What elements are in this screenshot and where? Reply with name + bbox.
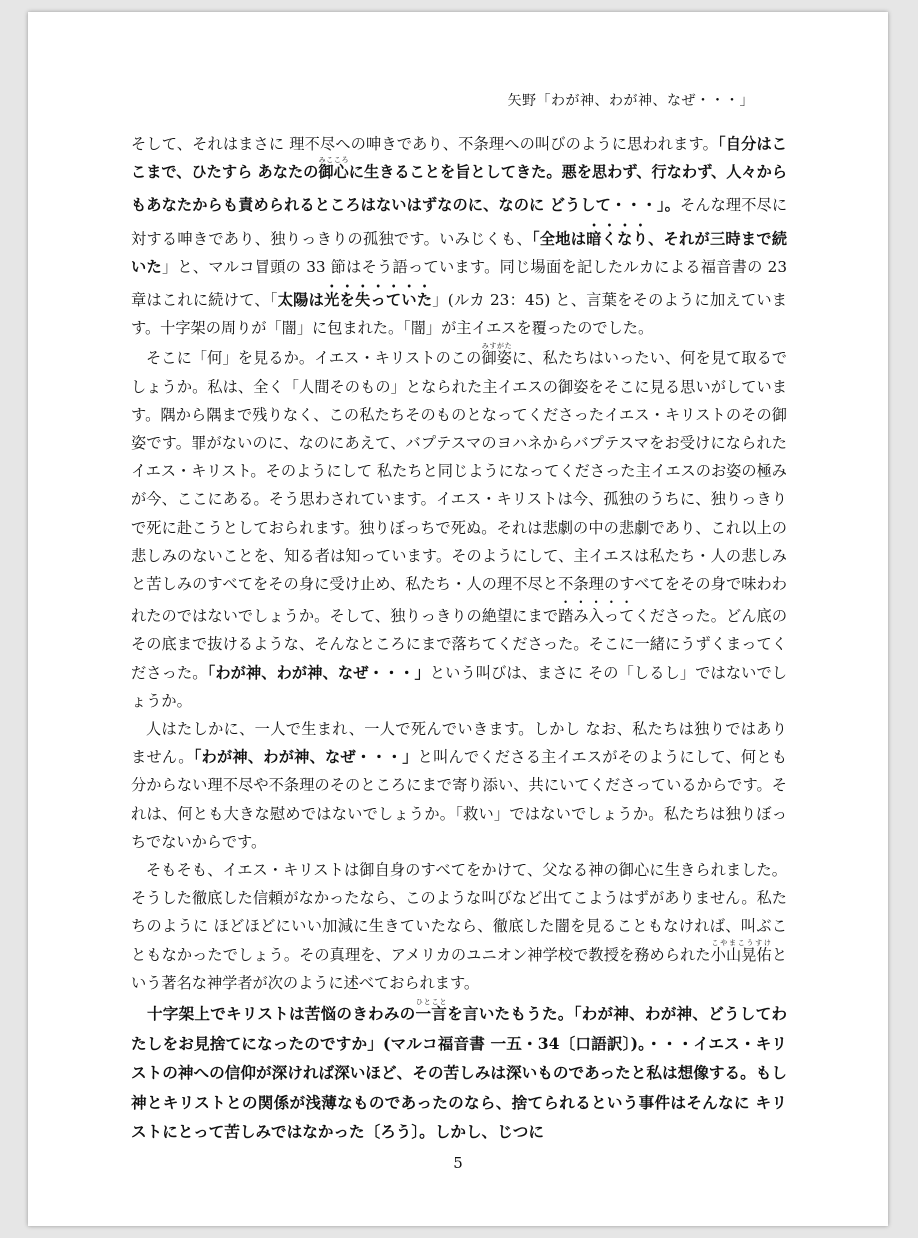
p1-quote-2-emphasis: 暗くなり: [586, 229, 649, 248]
p2-part-c: くださった。どん底のその底まで抜けるような、そんなところにまで落ちてくださった。そこに一緒にうずくまってくださった。: [131, 607, 788, 682]
p1-quote-3-emphasis: 光を失っていた: [324, 291, 433, 310]
p1-sentence-1: そして、それはまさに 理不尽への呻きであり、不条理への叫びのように思われます。: [131, 135, 718, 153]
running-header: 矢野「わが神、わが神、なぜ・・・」: [507, 93, 754, 109]
quote-part-a: 十字架上でキリストは苦悩のきわみの: [147, 1004, 416, 1023]
p1-quote-3: [278, 291, 433, 309]
p1-sentence-3: 」と、マルコ冒頭の 33 節はそう語っています。同じ場面を記したルカによる福音書の 23 章はこれに続けて、「: [131, 257, 787, 310]
p1-quote-1-part-a: 「自分はここまで、ひたすら あなたの: [131, 135, 787, 182]
sermon-body: [131, 130, 787, 997]
ruby-reading: ひとこと: [415, 998, 447, 1006]
ruby-reading: みすがた: [481, 342, 512, 351]
paragraph-2: [131, 342, 787, 715]
p1-quote-2-part-a: 「全地は: [531, 229, 587, 248]
p4-part-a: そもそも、イエス・キリストは御自身のすべてをかけて、父なる神の御心に生きられました。そうした徹底した信頼がなかったなら、このような叫びなど出てこようはずがありません。私たちのように ほどほどにいい加減に生きていたなら、徹底した闇を見ることもなければ、叫ぶこともなかったでしょう。その真理を、アメリカのユニオン神学校で教授を務められた: [131, 861, 787, 964]
p1-quote-2-part-b: 、それが三時まで続いた: [131, 229, 788, 276]
p1-quote-1-part-b: に生きることを旨としてきた。悪を思わず、行なわず、人々からもあなたからも責められるところはないはずなのに、なのに どうして: [131, 163, 788, 215]
page-number: 5: [453, 1154, 463, 1172]
p1-sentence-2: そんな理不尽に対する呻きであり、独りっきりの孤独です。いみじくも、: [131, 196, 788, 248]
p1-quote-1-dots: ・・・: [611, 196, 657, 215]
ruby-misugata: [481, 342, 513, 368]
p2-part-d: という叫びは、まさに その「しるし」ではないでしょうか。: [131, 663, 788, 710]
document-page: [28, 12, 888, 1226]
paragraph-3: [131, 715, 787, 856]
ruby-koyama-kosuke: [710, 938, 772, 964]
ruby-base: 御姿: [481, 349, 513, 368]
ruby-mikokoro: [318, 156, 349, 182]
ruby-reading: みこころ: [318, 156, 349, 165]
p3-part-b: と叫んでくださる主イエスがそのようにして、何とも分からない理不尽や不条理のそのところにまで寄り添い、共にいてくださっているからです。それは、何とも大きな慰めではないでしょうか。「救い」ではないでしょうか。私たちは独りぼっちでないからです。: [131, 748, 787, 851]
p3-part-a: 人はたしかに、一人で生まれ、一人で死んでいきます。しかし なお、私たちは独りではありません。: [131, 720, 787, 767]
p2-emphasis: 踏み入って: [558, 607, 635, 626]
ruby-base: 御心: [318, 163, 349, 182]
quote-part-b: を言いたもうた。「わが神、わが神、どうしてわたしをお見捨てになったのですか」(マルコ福音書 一五・34〔口語訳〕)。・・・イエス・キリストの神への信仰が深ければ深いほど、その苦しみは深いものであったと私は想像する。もし 神とキリストとの関係が浅薄なものであったのなら、捨てられるという事件はそんなに キリストにとって苦しみではなかった〔ろう〕。しかし、じつに: [131, 1004, 787, 1142]
ruby-hitokoto: [415, 998, 448, 1023]
p1-sentence-4: 」(ルカ 23：45) と、言葉をそのように加えています。十字架の周りが「闇」に包まれた。「闇」が主イエスを覆ったのでした。: [131, 291, 787, 338]
block-quote: [131, 998, 787, 1147]
p1-quote-1-close: 」。: [656, 196, 680, 215]
p2-part-b: に、私たちはいったい、何を見て取るでしょうか。私は、全く「人間そのもの」となられた主イエスの御姿をそこに見る思いがしています。隅から隅まで残りなく、この私たちそのものとなってくださったイエス・キリストのその御姿です。罪がないのに、なのにあえて、バプテスマのヨハネからバプテスマをお受けになられたイエス・キリスト。そのようにして 私たちと同じようになってくださった主イエスのお姿の極みが今、ここにある。そう思わされています。イエス・キリストは今、孤独のうちに、独りっきりで死に赴こうとしておられます。独りぼっちで死ぬ。それは悲劇の中の悲劇であり、これ以上の悲しみのないことを、知る者は知っています。そのようにして、主イエスは私たち・人の悲しみと苦しみのすべてをその身に受け止め、私たち・人の理不尽と不条理のすべてをその身で味わわれたのではないでしょうか。そして、独りっきりの絶望にまで: [131, 349, 787, 626]
p2-part-a: そこに「何」を見るか。イエス・キリストのこの: [146, 349, 482, 368]
p1-quote-3-part-a: 太陽は: [277, 291, 325, 310]
p2-quote: 「わが神、わが神、なぜ・・・」: [207, 663, 430, 682]
paragraph-1: [131, 130, 787, 342]
ruby-base: 小山晃佑: [710, 945, 772, 964]
paragraph-4: [131, 856, 787, 997]
ruby-base: 一言: [415, 1004, 448, 1023]
ruby-reading: こやまこうすけ: [710, 938, 772, 947]
p4-part-b: という著名な神学者が次のように述べておられます。: [131, 945, 788, 992]
p3-quote: 「わが神、わが神、なぜ・・・」: [193, 748, 418, 767]
